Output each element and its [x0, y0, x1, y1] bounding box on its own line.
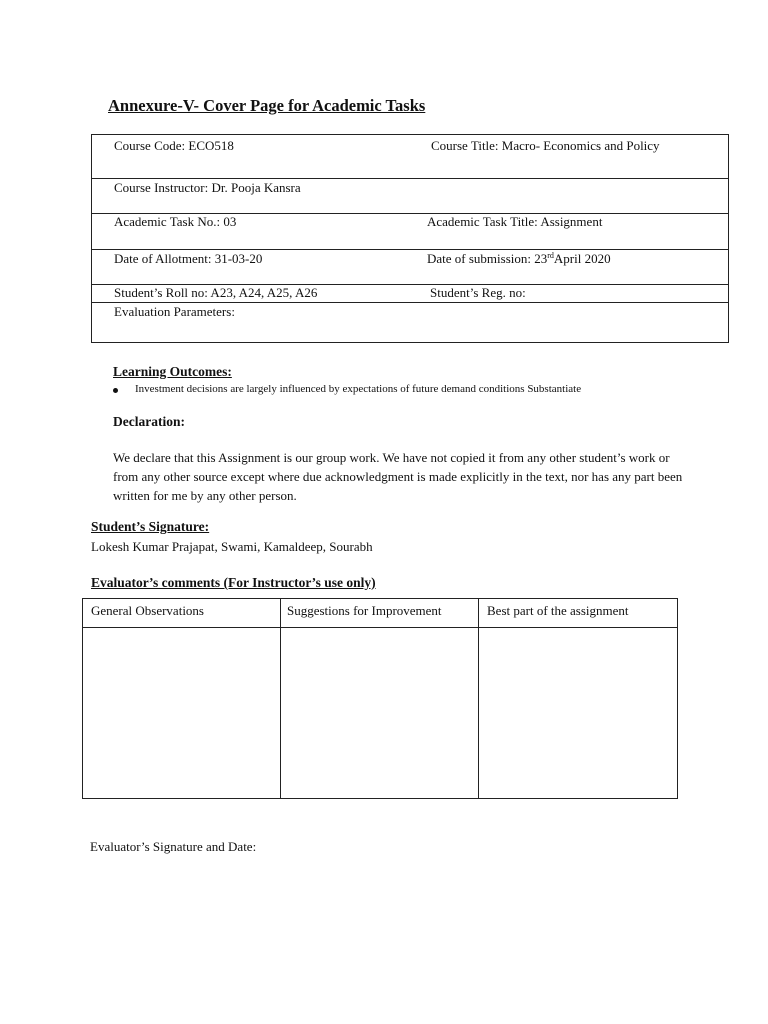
course-info-table [91, 134, 729, 343]
academic-task-no: Academic Task No.: 03 [114, 214, 237, 229]
date-of-allotment: Date of Allotment: 31-03-20 [114, 251, 263, 266]
course-code: Course Code: ECO518 [114, 138, 234, 153]
column-suggestions-for-improvement: Suggestions for Improvement [287, 603, 442, 618]
declaration-heading: Declaration: [113, 414, 185, 429]
table-row [92, 303, 728, 343]
bullet-icon [113, 388, 118, 393]
student-reg-no: Student’s Reg. no: [430, 285, 526, 300]
table-row [92, 135, 728, 179]
course-instructor: Course Instructor: Dr. Pooja Kansra [114, 180, 301, 195]
evaluator-comments-heading: Evaluator’s comments (For Instructor’s use only) [91, 575, 376, 590]
page-title: Annexure-V- Cover Page for Academic Tasks [108, 96, 426, 115]
best-part-cell [479, 628, 677, 798]
declaration-text: We declare that this Assignment is our group work. We have not copied it from any other student’s work or from any other source except where due acknowledgment is made explicitly in the text, nor has any part been written for me by any other person. [113, 450, 683, 503]
student-signature-names: Lokesh Kumar Prajapat, Swami, Kamaldeep, Sourabh [91, 539, 373, 554]
table-row [92, 250, 728, 285]
learning-outcome-text: Investment decisions are largely influenced by expectations of future demand conditions Substantiate [135, 383, 582, 395]
table-header-row [83, 599, 677, 628]
student-signature-heading: Student’s Signature: [91, 519, 210, 534]
column-best-part: Best part of the assignment [487, 603, 629, 618]
course-title: Course Title: Macro- Economics and Policy [431, 138, 660, 153]
general-observations-cell [83, 628, 280, 798]
suggestions-cell [281, 628, 478, 798]
academic-task-title: Academic Task Title: Assignment [427, 214, 603, 229]
table-row [92, 214, 728, 250]
column-general-observations: General Observations [91, 603, 204, 618]
table-row [92, 285, 728, 303]
evaluator-signature-line: Evaluator’s Signature and Date: [90, 839, 257, 854]
student-roll-no: Student’s Roll no: A23, A24, A25, A26 [114, 285, 318, 300]
evaluator-comments-table [82, 598, 678, 799]
table-row [92, 179, 728, 214]
learning-outcomes-heading: Learning Outcomes: [113, 364, 232, 379]
evaluation-parameters: Evaluation Parameters: [114, 304, 235, 319]
date-of-submission: Date of submission: 23rdApril 2020 [427, 251, 611, 266]
